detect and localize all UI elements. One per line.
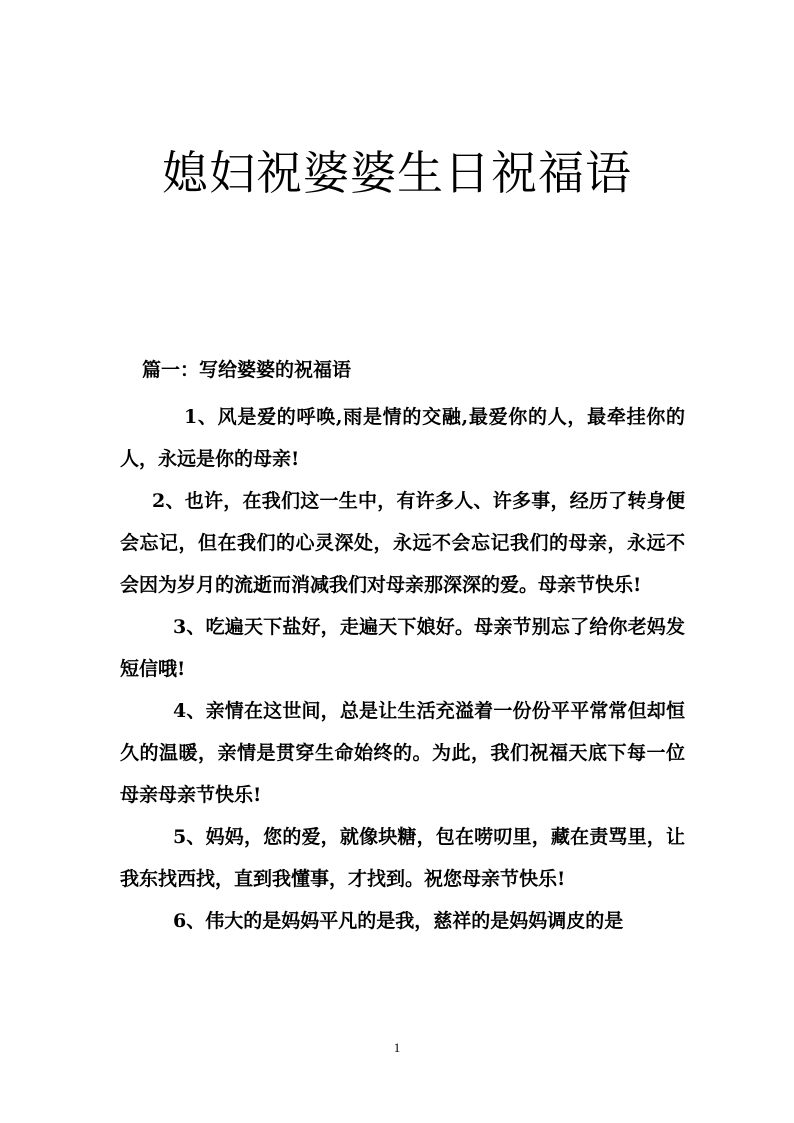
paragraph-3: 3、吃遍天下盐好，走遍天下娘好。母亲节别忘了给你老妈发短信哦!: [120, 616, 685, 680]
paragraph-4: 4、亲情在这世间，总是让生活充溢着一份份平平常常但却恒久的温暖，亲情是贯穿生命始终的。为此，我们祝福天底下每一位母亲母亲节快乐!: [120, 700, 685, 806]
page-number: 1: [393, 1040, 401, 1055]
document-title: 媳妇祝婆婆生日祝福语: [162, 146, 632, 200]
paragraph-2: 2、也许，在我们这一生中，有许多人、许多事，经历了转身便会忘记，但在我们的心灵深处，永远不会忘记我们的母亲，永远不会因为岁月的流逝而消减我们对母亲那深深的爱。母亲节快乐!: [120, 490, 685, 596]
paragraph-1: 1、风是爱的呼唤,雨是情的交融,最爱你的人，最牵挂你的人，永远是你的母亲!: [120, 406, 685, 470]
paragraph-6: 6、伟大的是妈妈平凡的是我，慈祥的是妈妈调皮的是: [173, 910, 624, 932]
document-body: [120, 352, 685, 942]
section-heading: 篇一：写给婆婆的祝福语: [142, 359, 352, 381]
paragraph-5: 5、妈妈，您的爱，就像块糖，包在唠叨里，藏在责骂里，让我东找西找，直到我懂事，才找到。祝您母亲节快乐!: [120, 826, 685, 890]
